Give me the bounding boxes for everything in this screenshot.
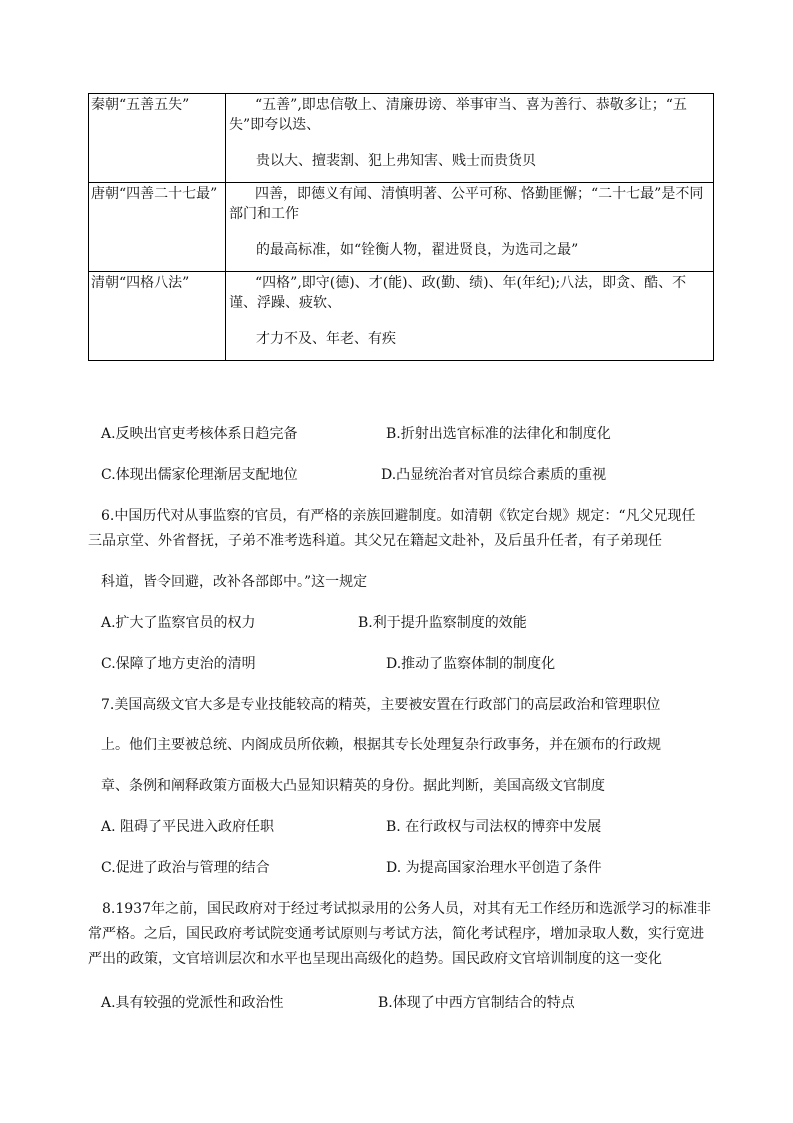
standard-desc-cell: [226, 183, 714, 272]
q7-stem-line: 章、条例和阐释政策方面极大凸显知识精英的身份。据此判断，美国高级文官制度: [101, 778, 605, 794]
q7-option-d: D. 为提高国家治理水平创造了条件: [386, 860, 602, 876]
standard-desc-line: 的最高标准，如“铨衡人物，翟进贤良，为选司之最”: [256, 242, 579, 258]
table-row: [89, 183, 714, 272]
standard-desc-cell: [226, 272, 714, 361]
dynasty-name-cell: [89, 183, 226, 272]
dynasty-name-cell: [89, 272, 226, 361]
q6-stem-line: 三品京堂、外省督抚，子弟不准考选科道。其父兄在籍起文赴补，及后虽升任者，有子弟现任: [88, 533, 662, 549]
q5-option-c: C.体现出儒家伦理渐居支配地位: [101, 467, 298, 483]
q5-option-b: B.折射出选官标准的法律化和制度化: [386, 426, 611, 442]
q7-option-c: C.促进了政治与管理的结合: [101, 860, 270, 876]
q5-option-a: A.反映出官吏考核体系日趋完备: [101, 426, 298, 442]
q6-stem-line: 6.中国历代对从事监察的官员，有严格的亲族回避制度。如清朝《钦定台规》规定：“凡父兄现任: [101, 508, 696, 524]
dynasty-name: 唐朝“四善二十七最”: [91, 186, 218, 202]
table-row: [89, 272, 714, 361]
q7-option-a: A. 阻碍了平民进入政府任职: [101, 819, 275, 835]
q8-option-b: B.体现了中西方官制结合的特点: [378, 995, 575, 1011]
standard-desc-line: 才力不及、年老、有疾: [256, 331, 396, 347]
q6-option-c: C.保障了地方吏治的清明: [101, 656, 256, 672]
dynasty-name-cell: [89, 94, 226, 183]
q6-stem-line: 科道，皆令回避，改补各部郎中。”这一规定: [101, 574, 368, 590]
q8-stem: 8.1937年之前，国民政府对于经过考试拟录用的公务人员，对其有无工作经历和选派学习的标准非常严格。之后，国民政府考试院变通考试原则与考试方法，简化考试程序，增加录取人数，实行宽进严出的政策，文官培训层次和水平也呈现出高级化的趋势。国民政府文官培训制度的这一变化: [88, 901, 711, 967]
table-row: [89, 94, 714, 183]
evaluation-standards-table: [88, 93, 714, 361]
q8-option-a: A.具有较强的党派性和政治性: [101, 995, 284, 1011]
standard-desc-line: 贵以大、擅裴割、犯上弗知害、贱士而贵货贝: [256, 153, 536, 169]
q6-option-a: A.扩大了监察官员的权力: [101, 615, 256, 631]
q5-option-d: D.凸显统治者对官员综合素质的重视: [381, 467, 607, 483]
q6-option-b: B.利于提升监察制度的效能: [358, 615, 527, 631]
standard-desc-line: “五善”,即忠信敬上、清廉毋谤、举事审当、喜为善行、恭敬多让；“五失”即夸以迭、: [229, 97, 687, 133]
q6-option-d: D.推动了监察体制的制度化: [386, 656, 556, 672]
dynasty-name: 秦朝“五善五失”: [91, 97, 190, 113]
dynasty-name: 清朝“四格八法”: [91, 275, 190, 291]
q7-option-b: B. 在行政权与司法权的博弈中发展: [386, 819, 602, 835]
q7-stem-line: 7.美国高级文官大多是专业技能较高的精英，主要被安置在行政部门的高层政治和管理职位: [101, 697, 661, 713]
q7-stem-line: 上。他们主要被总统、内阁成员所依赖，根据其专长处理复杂行政事务，并在颁布的行政规: [101, 737, 661, 753]
standard-desc-line: 四善，即德义有闻、清慎明著、公平可称、恪勤匪懈；“二十七最”是不同部门和工作: [229, 186, 704, 222]
standard-desc-cell: [226, 94, 714, 183]
standard-desc-line: “四格”,即守(德)、才(能)、政(勤、绩)、年(年纪);八法，即贪、酷、不谨、浮躁、疲软、: [229, 275, 687, 311]
